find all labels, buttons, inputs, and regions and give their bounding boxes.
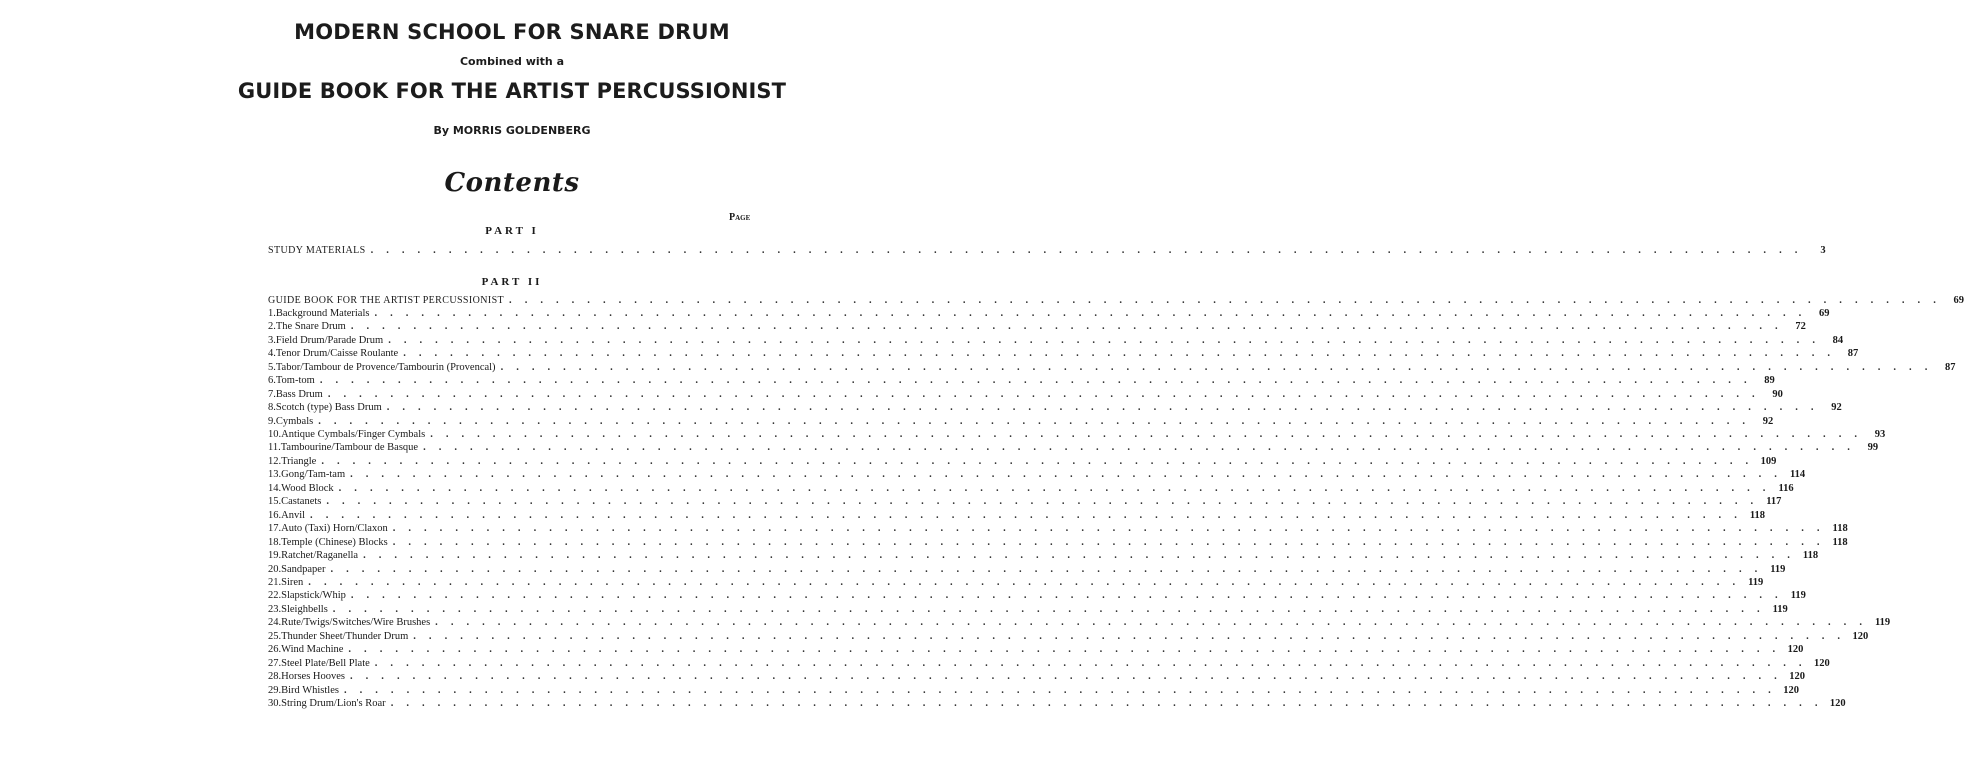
dot-leader: . . . . . . . . . . . . . . . . . . . . . . . . . . . . . . . . . . . . . . . . . . . . . . . . . . . . . . . . . . . . . . . . . . . . . . . . . . . . . . . . . . . . . . . . . . . . bbox=[392, 523, 1825, 535]
toc-entry bbox=[268, 242, 1826, 256]
dot-leader: . . . . . . . . . . . . . . . . . . . . . . . . . . . . . . . . . . . . . . . . . . . . . . . . . . . . . . . . . . . . . . . . . . . . . . . . . . . . . . . . . . . . . . . . . . . . bbox=[327, 388, 1760, 400]
toc-entry bbox=[268, 332, 1844, 346]
toc-entry-title: Tenor Drum/Caisse Roulante bbox=[275, 348, 399, 360]
toc-entry-number: 1. bbox=[268, 307, 276, 319]
toc-entry-number: 30. bbox=[268, 698, 282, 709]
author-line: By MORRIS GOLDENBERG bbox=[433, 124, 591, 137]
toc-entry bbox=[268, 480, 1794, 494]
toc-entry-page-number: 120 bbox=[1787, 644, 1804, 656]
toc-entry-page-number: 72 bbox=[1795, 321, 1806, 333]
toc-entry-number: 26. bbox=[268, 644, 282, 656]
toc-entry-title: Auto (Taxi) Horn/Claxon bbox=[281, 523, 388, 535]
dot-leader: . . . . . . . . . . . . . . . . . . . . . . . . . . . . . . . . . . . . . . . . . . . . . . . . . . . . . . . . . . . . . . . . . . . . . . . . . . . . . . . . . . . . . . . . . . . . bbox=[310, 509, 1743, 521]
toc-entry-page-number: 120 bbox=[1814, 657, 1830, 669]
toc-entry-page-number: 118 bbox=[1832, 536, 1848, 548]
page-column-label: Page bbox=[729, 212, 751, 223]
toc-entry-number: 15. bbox=[268, 496, 282, 508]
toc-entry-page-number: 3 bbox=[1820, 244, 1826, 256]
toc-entry bbox=[268, 359, 1956, 373]
toc-entry-number: 20. bbox=[268, 563, 282, 575]
dot-leader: . . . . . . . . . . . . . . . . . . . . . . . . . . . . . . . . . . . . . . . . . . . . . . . . . . . . . . . . . . . . . . . . . . . . . . . . . . . . . . . . . . . . . . . . . . . . bbox=[326, 496, 1759, 508]
dot-leader: . . . . . . . . . . . . . . . . . . . . . . . . . . . . . . . . . . . . . . . . . . . . . . . . . . . . . . . . . . . . . . . . . . . . . . . . . . . . . . . . . . . . . . . . . . . . bbox=[386, 402, 1819, 414]
dot-leader: . . . . . . . . . . . . . . . . . . . . . . . . . . . . . . . . . . . . . . . . . . . . . . . . . . . . . . . . . . . . . . . . . . . . . . . . . . . . . . . . . . . . . . . . . . . . bbox=[348, 644, 1781, 656]
toc-entry-page-number: 120 bbox=[1852, 630, 1869, 642]
toc-entry bbox=[268, 305, 1830, 319]
toc-entry-number: 4. bbox=[268, 348, 276, 360]
toc-entry bbox=[268, 601, 1788, 615]
toc-entry-page-number: 87 bbox=[1945, 361, 1956, 373]
toc-entry-title: Slapstick/Whip bbox=[281, 590, 346, 602]
dot-leader: . . . . . . . . . . . . . . . . . . . . . . . . . . . . . . . . . . . . . . . . . . . . . . . . . . . . . . . . . . . . . . . . . . . . . . . . . . . . . . . . . . . . . . . . . . . . bbox=[374, 307, 1807, 319]
toc-entry-number: 29. bbox=[268, 684, 282, 696]
toc-entry-title: Ratchet/Raganella bbox=[281, 550, 359, 562]
toc-entry bbox=[268, 669, 1805, 683]
dot-leader: . . . . . . . . . . . . . . . . . . . . . . . . . . . . . . . . . . . . . . . . . . . . . . . . . . . . . . . . . . . . . . . . . . . . . . . . . . . . . . . . . . . . . . . . . . . . bbox=[363, 550, 1796, 562]
toc-entry-number: 14. bbox=[268, 482, 282, 494]
toc-entry-number: 17. bbox=[268, 523, 282, 535]
book-title: MODERN SCHOOL FOR SNARE DRUM bbox=[294, 20, 730, 44]
toc-entry-title: Temple (Chinese) Blocks bbox=[281, 536, 388, 548]
toc-entry-page-number: 90 bbox=[1772, 388, 1783, 400]
toc-entry-title: Anvil bbox=[281, 509, 306, 521]
toc-entry-page-number: 119 bbox=[1748, 576, 1764, 588]
dot-leader: . . . . . . . . . . . . . . . . . . . . . . . . . . . . . . . . . . . . . . . . . . . . . . . . . . . . . . . . . . . . . . . . . . . . . . . . . . . . . . . . . . . . . . . . . . . . bbox=[350, 469, 1783, 481]
toc-entry-number: 8. bbox=[268, 402, 276, 414]
toc-entry-title: Triangle bbox=[281, 455, 317, 467]
dot-leader: . . . . . . . . . . . . . . . . . . . . . . . . . . . . . . . . . . . . . . . . . . . . . . . . . . . . . . . . . . . . . . . . . . . . . . . . . . . . . . . . . . . . . . . . . . . . bbox=[388, 334, 1821, 346]
toc-entry-page-number: 87 bbox=[1847, 348, 1859, 360]
dot-leader: . . . . . . . . . . . . . . . . . . . . . . . . . . . . . . . . . . . . . . . . . . . . . . . . . . . . . . . . . . . . . . . . . . . . . . . . . . . . . . . . . . . . . . . . . . . . bbox=[500, 361, 1933, 373]
toc-entry-number: 27. bbox=[268, 657, 282, 669]
toc-entry-title: Castanets bbox=[281, 496, 322, 508]
toc-entry-title: Scotch (type) Bass Drum bbox=[275, 402, 382, 414]
toc-entry-number: 25. bbox=[268, 630, 282, 642]
toc-entry-title: String Drum/Lion's Roar bbox=[281, 698, 386, 709]
toc-entry-title: Thunder Sheet/Thunder Drum bbox=[281, 630, 409, 642]
toc-entry-number: 3. bbox=[268, 334, 276, 346]
toc-entry-page-number: 119 bbox=[1770, 563, 1786, 575]
toc-entry bbox=[268, 319, 1806, 333]
toc-entry bbox=[268, 400, 1842, 414]
toc-entry-number: 10. bbox=[268, 429, 282, 440]
part-2-heading: PART II bbox=[481, 276, 543, 288]
book-subtitle: Combined with a bbox=[459, 55, 564, 68]
toc-entry-title: Horses Hooves bbox=[281, 671, 345, 683]
toc-entry-number: 16. bbox=[268, 509, 282, 521]
toc-entry-page-number: 118 bbox=[1802, 550, 1819, 562]
toc-entry-number: 2. bbox=[268, 321, 276, 333]
toc-entry bbox=[268, 628, 1869, 642]
toc-entry bbox=[268, 453, 1777, 467]
toc-entry-page-number: 118 bbox=[1749, 509, 1766, 521]
toc-entry-title: Steel Plate/Bell Plate bbox=[281, 657, 370, 669]
toc-entry-number: 11. bbox=[268, 442, 281, 454]
toc-entry bbox=[268, 548, 1819, 562]
toc-entry-title: Sandpaper bbox=[281, 563, 326, 575]
toc-entry-title: Sleighbells bbox=[281, 603, 328, 615]
book-title-secondary: GUIDE BOOK FOR THE ARTIST PERCUSSIONIST bbox=[237, 79, 787, 103]
dot-leader: . . . . . . . . . . . . . . . . . . . . . . . . . . . . . . . . . . . . . . . . . . . . . . . . . . . . . . . . . . . . . . . . . . . . . . . . . . . . . . . . . . . . . . . . . . . . bbox=[390, 698, 1823, 709]
toc-entry-number: 22. bbox=[268, 590, 282, 602]
toc-entry-number: 7. bbox=[268, 388, 276, 400]
toc-entry-page-number: 120 bbox=[1829, 698, 1846, 709]
toc-entry bbox=[268, 642, 1804, 656]
toc-entry-number: 18. bbox=[268, 536, 282, 548]
toc-entry-title: Wind Machine bbox=[281, 644, 344, 656]
dot-leader: . . . . . . . . . . . . . . . . . . . . . . . . . . . . . . . . . . . . . . . . . . . . . . . . . . . . . . . . . . . . . . . . . . . . . . . . . . . . . . . . . . . . . . . . . . . . bbox=[374, 657, 1807, 669]
toc-entry-title: Antique Cymbals/Finger Cymbals bbox=[281, 429, 426, 440]
toc-entry-title: Siren bbox=[281, 576, 304, 588]
toc-entry-title: Gong/Tam-tam bbox=[281, 469, 346, 481]
dot-leader: . . . . . . . . . . . . . . . . . . . . . . . . . . . . . . . . . . . . . . . . . . . . . . . . . . . . . . . . . . . . . . . . . . . . . . . . . . . . . . . . . . . . . . . . . . . . bbox=[332, 603, 1765, 615]
dot-leader: . . . . . . . . . . . . . . . . . . . . . . . . . . . . . . . . . . . . . . . . . . . . . . . . . . . . . . . . . . . . . . . . . . . . . . . . . . . . . . . . . . . . . . . . . . . . bbox=[423, 442, 1856, 454]
toc-entry-page-number: 89 bbox=[1764, 375, 1775, 387]
toc-entry-page-number: 92 bbox=[1831, 402, 1842, 414]
toc-entry-number: 28. bbox=[268, 671, 282, 683]
toc-entry-title: Bass Drum bbox=[275, 388, 323, 400]
toc-entry-number: 5. bbox=[268, 361, 276, 373]
dot-leader: . . . . . . . . . . . . . . . . . . . . . . . . . . . . . . . . . . . . . . . . . . . . . . . . . . . . . . . . . . . . . . . . . . . . . . . . . . . . . . . . . . . . . . . . . . . . bbox=[350, 321, 1783, 333]
dot-leader: . . . . . . . . . . . . . . . . . . . . . . . . . . . . . . . . . . . . . . . . . . . . . . . . . . . . . . . . . . . . . . . . . . . . . . . . . . . . . . . . . . . . . . . . . . . . bbox=[403, 348, 1836, 360]
toc-entry-title: Rute/Twigs/Switches/Wire Brushes bbox=[281, 617, 431, 629]
toc-entry bbox=[268, 467, 1806, 481]
toc-entry bbox=[268, 413, 1774, 427]
dot-leader: . . . . . . . . . . . . . . . . . . . . . . . . . . . . . . . . . . . . . . . . . . . . . . . . . . . . . . . . . . . . . . . . . . . . . . . . . . . . . . . . . . . . . . . . . . . . bbox=[430, 429, 1863, 440]
toc-entry-page-number: 92 bbox=[1762, 415, 1774, 427]
toc-entry-page-number: 120 bbox=[1783, 684, 1799, 696]
dot-leader: . . . . . . . . . . . . . . . . . . . . . . . . . . . . . . . . . . . . . . . . . . . . . . . . . . . . . . . . . . . . . . . . . . . . . . . . . . . . . . . . . . . . . . . . . . . . bbox=[330, 563, 1763, 575]
toc-entry-number: 6. bbox=[268, 375, 276, 387]
toc-entry bbox=[268, 615, 1891, 629]
toc-entry-page-number: 118 bbox=[1832, 523, 1848, 535]
dot-leader: . . . . . . . . . . . . . . . . . . . . . . . . . . . . . . . . . . . . . . . . . . . . . . . . . . . . . . . . . . . . . . . . . . . . . . . . . . . . . . . . . . . . . . . . . . . . bbox=[321, 455, 1754, 467]
toc-entry-title: Bird Whistles bbox=[281, 684, 339, 696]
toc-entry bbox=[268, 494, 1782, 508]
toc-entry bbox=[268, 561, 1786, 575]
toc-entry-number: 13. bbox=[268, 469, 282, 481]
dot-leader: . . . . . . . . . . . . . . . . . . . . . . . . . . . . . . . . . . . . . . . . . . . . . . . . . . . . . . . . . . . . . . . . . . . . . . . . . . . . . . . . . . . . . . . . . . . . bbox=[319, 375, 1752, 387]
toc-entry-number: 19. bbox=[268, 550, 282, 562]
toc-entry-page-number: 119 bbox=[1790, 590, 1806, 602]
dot-leader: . . . . . . . . . . . . . . . . . . . . . . . . . . . . . . . . . . . . . . . . . . . . . . . . . . . . . . . . . . . . . . . . . . . . . . . . . . . . . . . . . . . . . . . . . . . . bbox=[370, 244, 1803, 256]
toc-entry-number: 23. bbox=[268, 603, 282, 615]
toc-entry-number: 21. bbox=[268, 576, 282, 588]
toc-entry-title: The Snare Drum bbox=[275, 321, 346, 333]
dot-leader: . . . . . . . . . . . . . . . . . . . . . . . . . . . . . . . . . . . . . . . . . . . . . . . . . . . . . . . . . . . . . . . . . . . . . . . . . . . . . . . . . . . . . . . . . . . . bbox=[318, 415, 1751, 427]
toc-entry bbox=[268, 588, 1806, 602]
dot-leader: . . . . . . . . . . . . . . . . . . . . . . . . . . . . . . . . . . . . . . . . . . . . . . . . . . . . . . . . . . . . . . . . . . . . . . . . . . . . . . . . . . . . . . . . . . . . bbox=[338, 482, 1771, 494]
toc-entry-number: 9. bbox=[268, 415, 276, 427]
toc-entry-page-number: 119 bbox=[1772, 603, 1788, 615]
toc-entry-title: Tambourine/Tambour de Basque bbox=[280, 442, 419, 454]
dot-leader: . . . . . . . . . . . . . . . . . . . . . . . . . . . . . . . . . . . . . . . . . . . . . . . . . . . . . . . . . . . . . . . . . . . . . . . . . . . . . . . . . . . . . . . . . . . . bbox=[350, 590, 1783, 602]
toc-entry bbox=[268, 534, 1848, 548]
toc-entry-page-number: 116 bbox=[1778, 482, 1794, 494]
dot-leader: . . . . . . . . . . . . . . . . . . . . . . . . . . . . . . . . . . . . . . . . . . . . . . . . . . . . . . . . . . . . . . . . . . . . . . . . . . . . . . . . . . . . . . . . . . . . bbox=[350, 671, 1782, 683]
toc-entry bbox=[268, 696, 1846, 710]
toc-entry bbox=[268, 427, 1886, 441]
contents-heading: Contents bbox=[444, 168, 580, 198]
part-1-heading: PART I bbox=[485, 225, 539, 237]
dot-leader: . . . . . . . . . . . . . . . . . . . . . . . . . . . . . . . . . . . . . . . . . . . . . . . . . . . . . . . . . . . . . . . . . . . . . . . . . . . . . . . . . . . . . . . . . . . . bbox=[308, 576, 1741, 588]
dot-leader: . . . . . . . . . . . . . . . . . . . . . . . . . . . . . . . . . . . . . . . . . . . . . . . . . . . . . . . . . . . . . . . . . . . . . . . . . . . . . . . . . . . . . . . . . . . . bbox=[343, 684, 1776, 696]
toc-entry bbox=[268, 292, 1964, 306]
toc-entry-page-number: 119 bbox=[1874, 617, 1891, 629]
toc-entry bbox=[268, 373, 1775, 387]
toc-entry bbox=[268, 507, 1766, 521]
toc-entry bbox=[268, 521, 1848, 535]
toc-entry-title: Wood Block bbox=[281, 482, 334, 494]
toc-entry-page-number: 109 bbox=[1760, 455, 1777, 467]
toc-entry bbox=[268, 386, 1783, 400]
toc-entry-title: Field Drum/Parade Drum bbox=[275, 334, 384, 346]
toc-entry-number: 12. bbox=[268, 455, 282, 467]
toc-entry-title: STUDY MATERIALS bbox=[268, 244, 366, 256]
toc-entry bbox=[268, 574, 1764, 588]
dot-leader: . . . . . . . . . . . . . . . . . . . . . . . . . . . . . . . . . . . . . . . . . . . . . . . . . . . . . . . . . . . . . . . . . . . . . . . . . . . . . . . . . . . . . . . . . . . . bbox=[392, 536, 1825, 548]
toc-entry-page-number: 117 bbox=[1766, 496, 1782, 508]
toc-entry bbox=[268, 655, 1830, 669]
toc-entry-page-number: 120 bbox=[1789, 671, 1805, 683]
toc-entry bbox=[268, 682, 1799, 696]
toc-entry-title: Tom-tom bbox=[275, 375, 315, 387]
toc-entry-page-number: 69 bbox=[1953, 294, 1964, 306]
dot-leader: . . . . . . . . . . . . . . . . . . . . . . . . . . . . . . . . . . . . . . . . . . . . . . . . . . . . . . . . . . . . . . . . . . . . . . . . . . . . . . . . . . . . . . . . . . . . bbox=[435, 617, 1868, 629]
toc-entry-page-number: 114 bbox=[1789, 469, 1806, 481]
toc-entry-page-number: 99 bbox=[1867, 442, 1879, 454]
toc-entry bbox=[268, 346, 1859, 360]
toc-entry-page-number: 93 bbox=[1874, 429, 1886, 440]
toc-entry bbox=[268, 440, 1879, 454]
dot-leader: . . . . . . . . . . . . . . . . . . . . . . . . . . . . . . . . . . . . . . . . . . . . . . . . . . . . . . . . . . . . . . . . . . . . . . . . . . . . . . . . . . . . . . . . . . . . bbox=[413, 630, 1846, 642]
toc-entry-page-number: 69 bbox=[1818, 307, 1830, 319]
toc-entry-title: GUIDE BOOK FOR THE ARTIST PERCUSSIONIST bbox=[268, 294, 505, 306]
toc-entry-title: Background Materials bbox=[275, 307, 370, 319]
toc-entry-title: Tabor/Tambour de Provence/Tambourin (Provencal) bbox=[275, 361, 496, 373]
toc-entry-title: Cymbals bbox=[275, 415, 314, 427]
dot-leader: . . . . . . . . . . . . . . . . . . . . . . . . . . . . . . . . . . . . . . . . . . . . . . . . . . . . . . . . . . . . . . . . . . . . . . . . . . . . . . . . . . . . . . . . . . . . bbox=[509, 294, 1942, 306]
toc-entry-number: 24. bbox=[268, 617, 282, 629]
toc-entry-page-number: 84 bbox=[1832, 334, 1844, 346]
